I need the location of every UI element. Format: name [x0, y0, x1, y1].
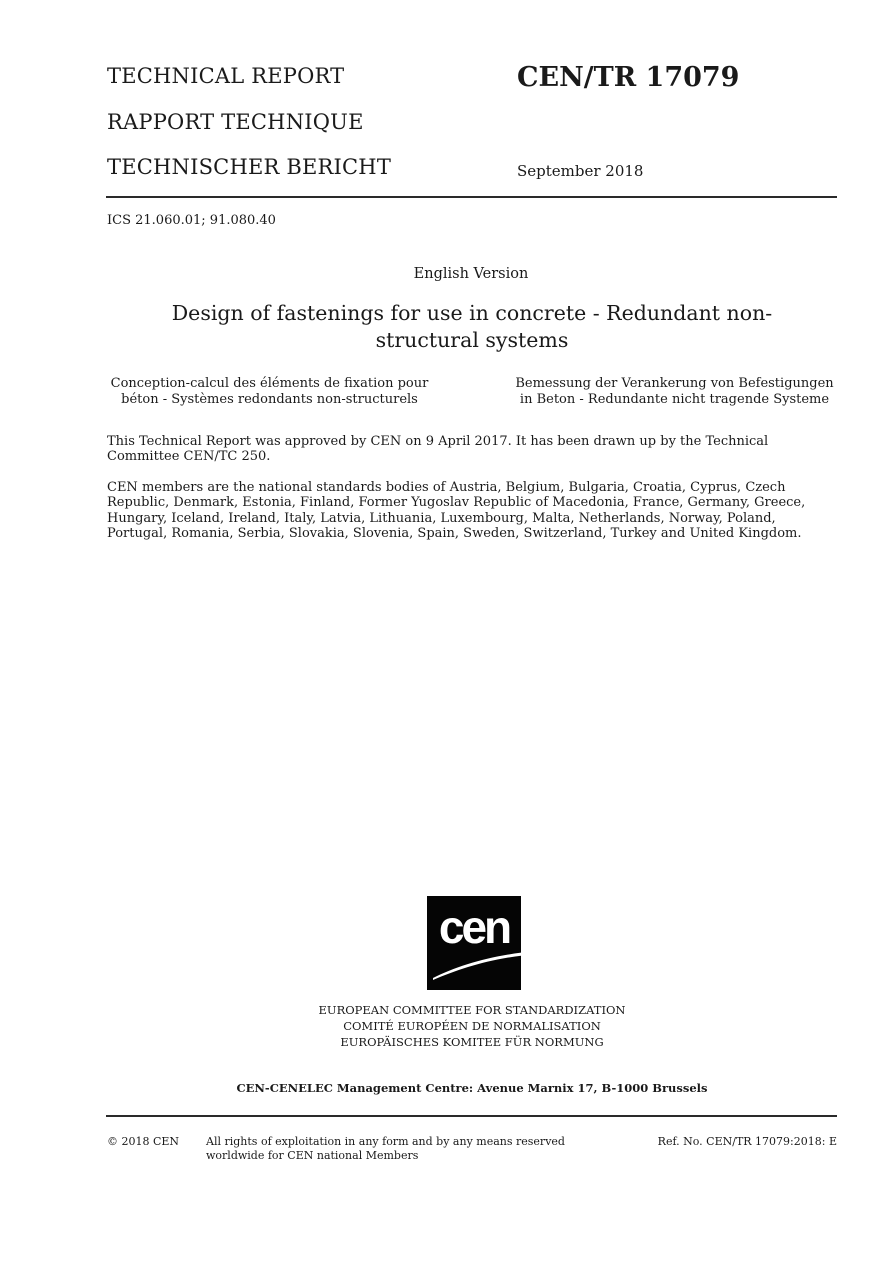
- doc-type-en: TECHNICAL REPORT: [107, 64, 345, 88]
- rights-statement: All rights of exploitation in any form and by any means reserved worldwide for CEN national Members: [206, 1135, 565, 1162]
- management-centre-address: CEN-CENELEC Management Centre: Avenue Marnix 17, B-1000 Brussels: [236, 1081, 708, 1095]
- german-title: Bemessung der Verankerung von Befestigungen in Beton - Redundante nicht tragende Systeme: [515, 376, 834, 407]
- organization-name-fr: COMITÉ EUROPÉEN DE NORMALISATION: [343, 1019, 601, 1033]
- language-version: English Version: [413, 266, 529, 282]
- svg-text:cen: cen: [438, 901, 510, 953]
- cen-logo-icon: [427, 896, 521, 990]
- document-number: CEN/TR 17079: [517, 62, 740, 93]
- publication-date: September 2018: [517, 162, 644, 180]
- organization-name-de: EUROPÄISCHES KOMITEE FÜR NORMUNG: [340, 1035, 604, 1049]
- french-title: Conception-calcul des éléments de fixation pour béton - Systèmes redondants non-structurels: [110, 376, 429, 407]
- copyright-notice: © 2018 CEN: [107, 1135, 180, 1148]
- doc-type-de: TECHNISCHER BERICHT: [107, 155, 392, 179]
- reference-number: Ref. No. CEN/TR 17079:2018: E: [657, 1135, 837, 1148]
- header-divider: [106, 196, 837, 198]
- footer-divider: [106, 1115, 837, 1117]
- approval-paragraph: This Technical Report was approved by CEN on 9 April 2017. It has been drawn up by the Technical Committee CEN/TC 250.: [107, 434, 769, 465]
- members-paragraph: CEN members are the national standards bodies of Austria, Belgium, Bulgaria, Croatia, Cyprus, Czech Republic, Denmark, Estonia, Finland, Former Yugoslav Republic of Macedonia, France, Germany, Greece, Hungary, Iceland, Ireland, Italy, Latvia, Lithuania, Luxembourg, Malta, Netherlands, Norway, Poland, Portugal, Romania, Serbia, Slovakia, Slovenia, Spain, Sweden, Switzerland, Turkey and United Kingdom.: [107, 480, 806, 541]
- doc-type-fr: RAPPORT TECHNIQUE: [107, 110, 364, 134]
- organization-name-en: EUROPEAN COMMITTEE FOR STANDARDIZATION: [318, 1003, 626, 1017]
- document-title: Design of fastenings for use in concrete - Redundant non-structural systems: [171, 301, 773, 352]
- cen-logo: [427, 896, 521, 990]
- ics-codes: ICS 21.060.01; 91.080.40: [107, 213, 276, 228]
